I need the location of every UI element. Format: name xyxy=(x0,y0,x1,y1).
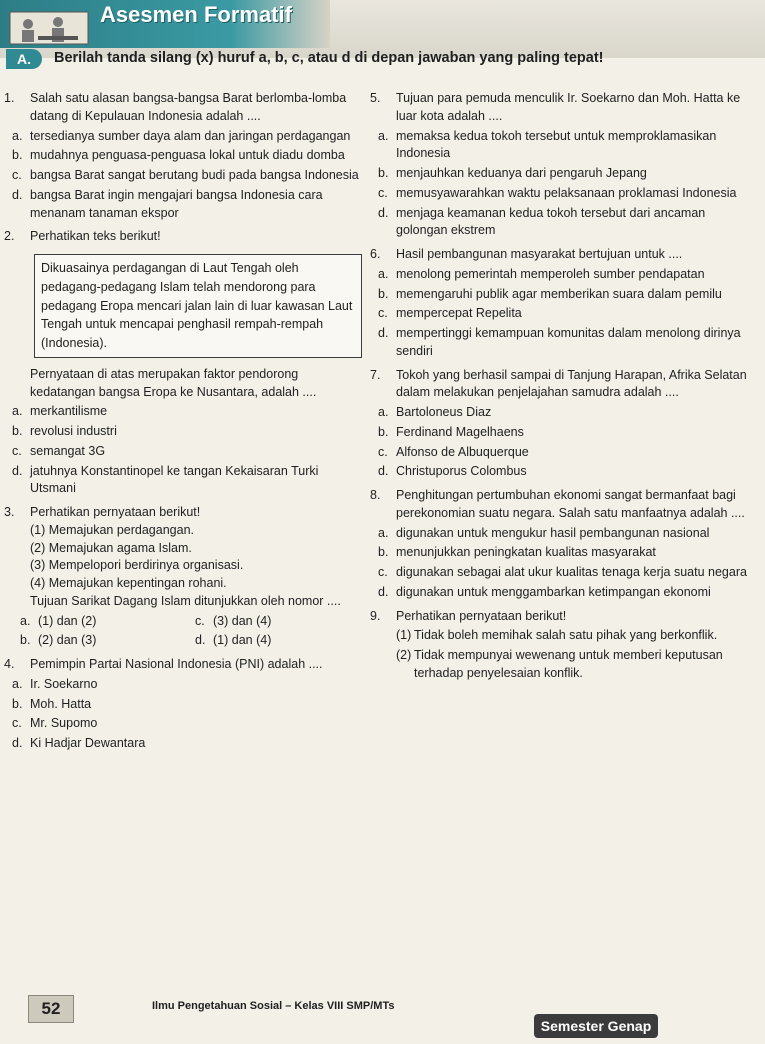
option-text: merkantilisme xyxy=(30,404,108,419)
option-letter: a. xyxy=(12,676,23,691)
question-9 xyxy=(370,608,760,683)
option-text: (1) dan (4) xyxy=(213,633,272,648)
left-column xyxy=(4,90,362,759)
option-text: digunakan sebagai alat ukur kualitas tenaga kerja suatu negara xyxy=(396,565,747,579)
option-c[interactable] xyxy=(4,443,362,461)
instruction-text: Berilah tanda silang (x) huruf a, b, c, atau d di depan jawaban yang paling tepat! xyxy=(54,50,604,66)
section-badge: A. xyxy=(6,49,42,69)
option-text: tersedianya sumber daya alam dan jaringan perdagangan xyxy=(30,128,351,143)
reading-passage: Dikuasainya perdagangan di Laut Tengah oleh pedagang-pedagang Islam telah mendorong para pedagang Eropa mencari jalan lain di luar kawasan Laut Tengah untuk mencapai penghasil rempah-rempah (Indonesia). xyxy=(34,254,362,358)
option-text: memaksa kedua tokoh tersebut untuk memproklamasikan Indonesia xyxy=(396,128,717,161)
option-letter: a. xyxy=(378,128,389,143)
question-6 xyxy=(370,246,760,361)
option-d[interactable] xyxy=(4,187,362,223)
question-number: 4. xyxy=(4,657,15,671)
book-title: Ilmu Pengetahuan Sosial – Kelas VIII SMP/MTs xyxy=(152,1000,395,1012)
option-d[interactable] xyxy=(370,325,760,361)
question-2 xyxy=(4,228,362,498)
option-letter: b. xyxy=(12,696,23,711)
option-text: bangsa Barat ingin mengajari bangsa Indonesia cara menanam tanaman ekspor xyxy=(30,187,323,220)
option-text: Moh. Hatta xyxy=(30,696,92,711)
option-text: menjaga keamanan kedua tokoh tersebut dari ancaman golongan ekstrem xyxy=(396,205,706,238)
option-letter: c. xyxy=(378,306,388,321)
option-text: Mr. Supomo xyxy=(30,716,98,731)
option-letter: c. xyxy=(12,443,22,458)
option-text: Alfonso de Albuquerque xyxy=(396,444,529,459)
option-c[interactable] xyxy=(4,167,362,185)
option-letter: d. xyxy=(378,326,389,340)
option-text: (3) dan (4) xyxy=(213,613,272,628)
question-text: Tujuan para pemuda menculik Ir. Soekarno dan Moh. Hatta ke luar kota adalah .... xyxy=(396,91,741,123)
question-1 xyxy=(4,90,362,222)
option-a[interactable] xyxy=(4,128,362,146)
option-letter: a. xyxy=(12,128,23,143)
option-b[interactable] xyxy=(370,165,760,183)
option-letter: b. xyxy=(20,633,31,648)
option-letter: d. xyxy=(378,584,389,599)
option-text: mempercepat Repelita xyxy=(396,306,522,321)
option-text: Ki Hadjar Dewantara xyxy=(30,736,146,750)
option-text: memengaruhi publik agar memberikan suara dalam pemilu xyxy=(396,286,722,301)
option-d[interactable] xyxy=(4,463,362,499)
question-text: Perhatikan pernyataan berikut! xyxy=(396,608,567,623)
statement: (4) Memajukan kepentingan rohani. xyxy=(30,576,227,590)
question-number: 7. xyxy=(370,367,381,382)
option-text: menolong pemerintah memperoleh sumber pendapatan xyxy=(396,266,705,281)
option-b[interactable] xyxy=(4,696,362,714)
option-c[interactable] xyxy=(370,444,760,462)
option-letter: b. xyxy=(12,424,23,438)
option-text: semangat 3G xyxy=(30,443,106,458)
option-a[interactable] xyxy=(12,613,187,631)
option-text: menjauhkan keduanya dari pengaruh Jepang xyxy=(396,166,647,180)
option-c[interactable] xyxy=(370,564,760,582)
option-d[interactable] xyxy=(187,632,362,650)
option-d[interactable] xyxy=(370,463,760,481)
option-text: (2) dan (3) xyxy=(38,633,97,648)
option-b[interactable] xyxy=(4,147,362,165)
option-a[interactable] xyxy=(370,266,760,284)
statement: (3) Mempelopori berdirinya organisasi. xyxy=(30,558,244,573)
statement-text: Tidak mempunyai wewenang untuk memberi keputusan terhadap penyelesaian konflik. xyxy=(414,648,723,680)
option-text: jatuhnya Konstantinopel ke tangan Kekaisaran Turki Utsmani xyxy=(30,463,319,496)
option-text: Ir. Soekarno xyxy=(30,676,98,691)
option-a[interactable] xyxy=(4,676,362,694)
option-letter: b. xyxy=(378,424,389,439)
page-number: 52 xyxy=(28,995,74,1023)
question-text: Perhatikan pernyataan berikut! xyxy=(30,505,201,519)
question-text: Penghitungan pertumbuhan ekonomi sangat bermanfaat bagi perekonomian suatu negara. Salah satu manfaatnya adalah .... xyxy=(396,488,745,520)
classroom-illustration-icon xyxy=(8,6,92,46)
option-b[interactable] xyxy=(4,423,362,441)
option-c[interactable] xyxy=(4,715,362,733)
page-title: Asesmen Formatif xyxy=(100,2,292,27)
option-text: memusyawarahkan waktu pelaksanaan proklamasi Indonesia xyxy=(396,185,737,200)
right-column xyxy=(370,90,760,689)
option-text: digunakan untuk mengukur hasil pembangunan nasional xyxy=(396,525,710,540)
statement-text: Tidak boleh memihak salah satu pihak yang berkonflik. xyxy=(414,628,718,643)
question-5 xyxy=(370,90,760,240)
option-b[interactable] xyxy=(370,286,760,304)
question-number: 2. xyxy=(4,229,15,244)
option-a[interactable] xyxy=(4,403,362,421)
option-text: Ferdinand Magelhaens xyxy=(396,424,524,439)
question-number: 3. xyxy=(4,505,15,519)
question-number: 6. xyxy=(370,247,381,261)
option-text: Bartoloneus Diaz xyxy=(396,405,492,419)
option-text: Christuporus Colombus xyxy=(396,464,527,479)
option-letter: a. xyxy=(20,613,31,628)
statement-number: (2) xyxy=(396,648,412,662)
question-number: 9. xyxy=(370,608,381,623)
option-letter: b. xyxy=(378,166,389,180)
question-number: 5. xyxy=(370,91,381,105)
option-letter: a. xyxy=(12,404,23,419)
option-letter: a. xyxy=(378,266,389,281)
statement xyxy=(370,647,760,683)
statement-number: (1) xyxy=(396,628,412,643)
statement: (1) Memajukan perdagangan. xyxy=(30,522,194,537)
option-a[interactable] xyxy=(370,128,760,164)
option-b[interactable] xyxy=(12,632,187,650)
option-d[interactable] xyxy=(4,735,362,753)
statement xyxy=(370,627,760,645)
question-3 xyxy=(4,504,362,650)
semester-badge: Semester Genap xyxy=(534,1014,658,1038)
option-text: mempertinggi kemampuan komunitas dalam menolong dirinya sendiri xyxy=(396,326,741,358)
option-d[interactable] xyxy=(370,205,760,241)
option-text: bangsa Barat sangat berutang budi pada bangsa Indonesia xyxy=(30,168,359,182)
option-letter: d. xyxy=(378,205,389,220)
question-stem: Pernyataan di atas merupakan faktor pendorong kedatangan bangsa Eropa ke Nusantara, adalah .... xyxy=(30,366,317,399)
question-8 xyxy=(370,487,760,602)
option-letter: a. xyxy=(378,405,389,419)
option-letter: a. xyxy=(378,525,389,540)
option-letter: d. xyxy=(12,463,23,478)
option-letter: c. xyxy=(378,185,388,200)
statement: (2) Memajukan agama Islam. xyxy=(30,540,192,555)
option-text: revolusi industri xyxy=(30,424,117,438)
option-letter: b. xyxy=(12,148,23,163)
option-letter: c. xyxy=(378,444,388,459)
option-text: digunakan untuk menggambarkan ketimpangan ekonomi xyxy=(396,584,711,599)
option-c[interactable] xyxy=(370,305,760,323)
option-d[interactable] xyxy=(370,584,760,602)
question-text: Pemimpin Partai Nasional Indonesia (PNI) adalah .... xyxy=(30,657,323,671)
option-letter: c. xyxy=(195,613,205,628)
question-text: Tokoh yang berhasil sampai di Tanjung Harapan, Afrika Selatan dalam melakukan penjelajahan samudra adalah .... xyxy=(396,367,747,400)
option-b[interactable] xyxy=(370,544,760,562)
option-a[interactable] xyxy=(370,404,760,422)
option-letter: c. xyxy=(12,168,22,182)
option-letter: d. xyxy=(378,464,389,479)
question-text: Perhatikan teks berikut! xyxy=(30,229,161,244)
option-letter: d. xyxy=(12,736,23,750)
option-letter: d. xyxy=(195,633,206,648)
option-letter: b. xyxy=(378,286,389,301)
question-4 xyxy=(4,656,362,753)
options-grid xyxy=(4,611,362,651)
option-letter: c. xyxy=(378,565,388,579)
option-a[interactable] xyxy=(370,525,760,543)
option-text: menunjukkan peningkatan kualitas masyarakat xyxy=(396,545,656,560)
question-7 xyxy=(370,367,760,482)
option-letter: c. xyxy=(12,716,22,731)
option-c[interactable] xyxy=(187,613,362,631)
option-b[interactable] xyxy=(370,424,760,442)
option-c[interactable] xyxy=(370,185,760,203)
question-number: 8. xyxy=(370,488,381,502)
question-stem: Tujuan Sarikat Dagang Islam ditunjukkan oleh nomor .... xyxy=(30,593,341,608)
question-number: 1. xyxy=(4,91,15,105)
option-text: mudahnya penguasa-penguasa lokal untuk diadu domba xyxy=(30,148,345,163)
option-letter: b. xyxy=(378,545,389,560)
question-text: Hasil pembangunan masyarakat bertujuan untuk .... xyxy=(396,247,683,261)
option-text: (1) dan (2) xyxy=(38,613,97,628)
question-text: Salah satu alasan bangsa-bangsa Barat berlomba-lomba datang di Kepulauan Indonesia adalah .... xyxy=(30,91,347,123)
option-letter: d. xyxy=(12,187,23,202)
